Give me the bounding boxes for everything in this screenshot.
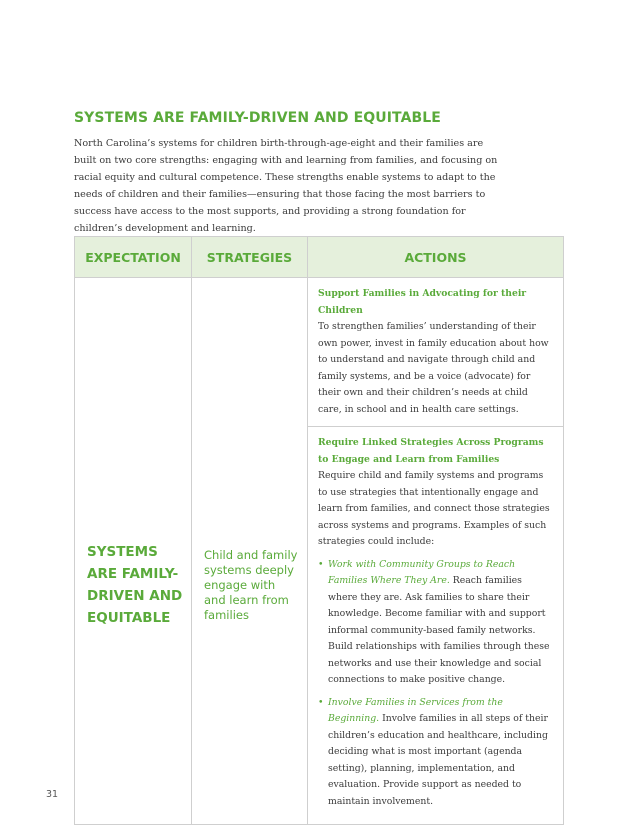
intro-paragraph: North Carolina’s systems for children birth-through-age-eight and their families are built on two core strengths: engaging with and learning from families, and focusing on racial equity and cultural competence. These strengths enable systems to adapt to the needs of children and their families—ensuring that those facing the most barriers to success have access to the most supports, and providing a strong foundation for children’s development and learning. — [74, 138, 498, 234]
expectations-table — [74, 236, 564, 825]
action-body-1: To strengthen families’ understanding of their own power, invest in family education about how to understand and navigate through child and family systems, and be a voice (advocate) for their own and their children’s needs at child care, in school and in health care settings. — [318, 321, 549, 415]
list-item-title: Work with Community Groups to Reach Families Where They Are. — [328, 558, 516, 586]
action-body-2: Require child and family systems and programs to use strategies that intentionally engage and learn from families, and connect those strategies across systems and programs. Examples of such strategies could include: — [318, 470, 550, 547]
action-cell-2 — [308, 427, 564, 825]
table-row — [75, 278, 564, 427]
strategy-text: Child and family systems deeply engage with and learn from families — [204, 547, 298, 622]
action-cell-1 — [308, 278, 564, 427]
action-title-2: Require Linked Strategies Across Programs to Engage and Learn from Families — [318, 437, 544, 465]
table-header-row — [75, 237, 564, 278]
expectation-cell — [75, 278, 192, 825]
header-strategies: STRATEGIES — [192, 237, 308, 278]
expectation-text: SYSTEMS ARE FAMILY-DRIVEN AND EQUITABLE — [87, 544, 183, 626]
list-item-title: Involve Families in Services from the Beginning. — [328, 696, 503, 724]
action-title-1: Support Families in Advocating for their Children — [318, 288, 527, 316]
list-item — [318, 695, 553, 811]
bullet-icon: • — [318, 696, 324, 708]
list-item-text: Involve families in all steps of their children’s education and healthcare, including deciding what is most important (agenda setting), planning, implementation, and evaluation. Provide support as needed to maintain involvement. — [328, 713, 548, 807]
list-item-text: Reach families where they are. Ask families to share their knowledge. Become familiar with and support informal community-based family networks. Build relationships with families through these networks and use their knowledge and social connections to make positive change. — [328, 575, 550, 685]
header-actions: ACTIONS — [308, 237, 564, 278]
header-expectation: EXPECTATION — [75, 237, 192, 278]
page-number: 31 — [46, 789, 59, 800]
list-item — [318, 557, 553, 689]
strategy-examples-list — [318, 557, 553, 811]
strategy-cell — [192, 278, 308, 825]
bullet-icon: • — [318, 558, 324, 570]
section-heading: SYSTEMS ARE FAMILY-DRIVEN AND EQUITABLE — [74, 110, 441, 126]
